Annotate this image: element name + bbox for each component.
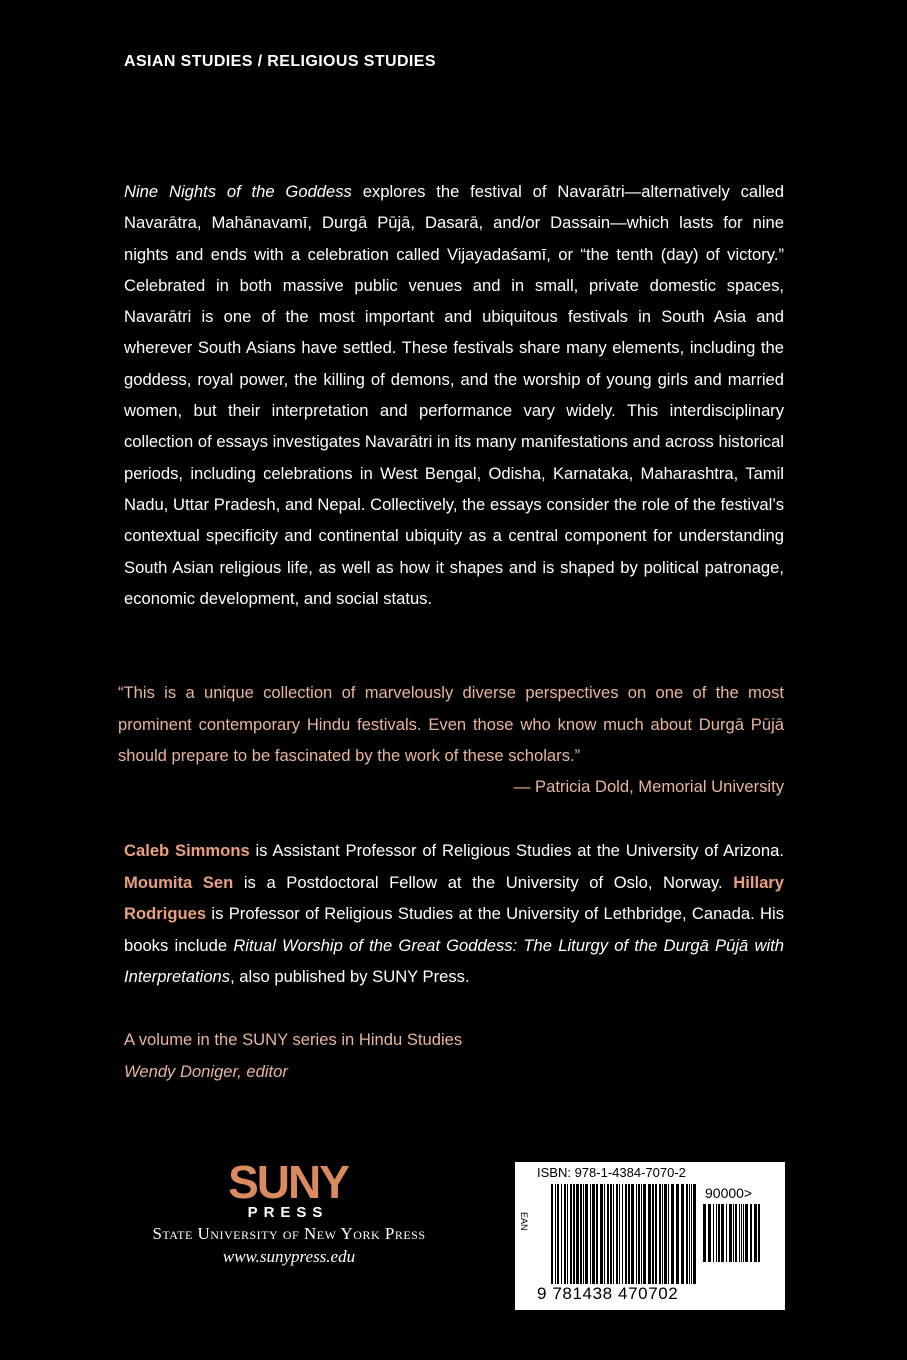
barcode-bar xyxy=(735,1204,737,1262)
barcode-bar xyxy=(625,1184,627,1284)
barcode-bar xyxy=(733,1204,734,1262)
barcode-bar xyxy=(726,1204,727,1262)
barcode-bar xyxy=(638,1184,640,1284)
barcode-bar xyxy=(664,1184,667,1284)
barcode-bar xyxy=(583,1184,584,1284)
addon-barcode xyxy=(703,1204,763,1262)
barcode-bar xyxy=(596,1184,598,1284)
book-title: Nine Nights of the Goddess xyxy=(124,182,352,201)
barcode-bar xyxy=(643,1184,646,1284)
barcode-bar xyxy=(662,1184,663,1284)
category-label: ASIAN STUDIES / RELIGIOUS STUDIES xyxy=(124,53,436,70)
review-quote: “This is a unique collection of marvelously diverse perspectives on one of the most prominent contemporary Hindu festivals. Even those who know much about Durgā Pūjā should prepare to be fascinated by the work of these scholars.” xyxy=(118,683,784,765)
barcode-bar xyxy=(652,1184,654,1284)
barcode-bar xyxy=(616,1184,618,1284)
publisher-url: www.sunypress.edu xyxy=(222,1247,356,1266)
ean-label: EAN xyxy=(519,1212,529,1231)
barcode-bar xyxy=(573,1184,575,1284)
barcode-bar xyxy=(557,1184,559,1284)
bio-text-closing: , also published by SUNY Press. xyxy=(230,967,470,986)
barcode-bar xyxy=(668,1184,669,1284)
ean-barcode xyxy=(551,1184,697,1284)
barcode-bar xyxy=(713,1204,714,1262)
barcode-bar xyxy=(613,1184,614,1284)
barcode-bar xyxy=(655,1184,657,1284)
barcode-bar xyxy=(754,1204,757,1262)
barcode-bar xyxy=(561,1184,562,1284)
barcode-bar xyxy=(689,1184,690,1284)
logo-suny-text: SUNY xyxy=(228,1156,348,1208)
barcode-bar xyxy=(619,1184,620,1284)
bio-text-rodrigues: is Professor of Religious Studies at the University of Lethbridge, Canada. His books include xyxy=(124,904,784,955)
barcode-bar xyxy=(750,1204,752,1262)
barcode-bar xyxy=(741,1204,742,1262)
publisher-name: State University of New York Press xyxy=(152,1224,426,1243)
barcode-bar xyxy=(564,1184,566,1284)
barcode-bar xyxy=(681,1184,684,1284)
related-book-title: Ritual Worship of the Great Goddess: The Liturgy of the Durgā Pūjā with Interpretations xyxy=(124,935,784,986)
barcode-bar xyxy=(628,1184,630,1284)
barcode-bar xyxy=(708,1204,711,1262)
barcode-bar xyxy=(739,1204,740,1262)
barcode-bar xyxy=(580,1184,582,1284)
barcode-bar xyxy=(671,1184,674,1284)
barcode-bar xyxy=(758,1204,760,1262)
barcode-digits: 9 781438 470702 xyxy=(537,1284,679,1303)
logo-press-text: PRESS xyxy=(247,1204,329,1221)
barcode-bar xyxy=(567,1184,568,1284)
editor-name-simmons: Caleb Simmons xyxy=(124,841,250,860)
barcode-bar xyxy=(636,1184,637,1284)
bio-text-sen: is a Postdoctoral Fellow at the University of Oslo, Norway. xyxy=(233,872,734,892)
barcode-bar xyxy=(641,1184,642,1284)
barcode-bar xyxy=(592,1184,595,1284)
barcode-bar xyxy=(729,1204,732,1262)
price-code: 90000> xyxy=(705,1185,753,1201)
editor-name-rodrigues: Hillary Rodrigues xyxy=(124,872,784,923)
barcode-box xyxy=(515,1162,785,1310)
barcode-bar xyxy=(604,1184,605,1284)
bio-text-simmons: is Assistant Professor of Religious Studies at the University of Arizona. xyxy=(249,841,784,860)
barcode-bar xyxy=(676,1184,679,1284)
barcode-bar xyxy=(576,1184,579,1284)
barcode-bar xyxy=(648,1184,651,1284)
barcode-bar xyxy=(600,1184,603,1284)
barcode-bar xyxy=(570,1184,572,1284)
description-text: explores the festival of Navarātri—alternatively called Navarātra, Mahānavamī, Durgā Pūjā, Dasarā, and/or Dassain—which lasts for nine nights and ends with a celebration called Vijayadaśamī, or “the tenth (day) of victory.” Celebrated in both massive public venues and in small, private domestic spaces, Navarātri is one of the most important and ubiquitous festivals in South Asia and wherever South Asians have settled. These festivals share many elements, including the goddess, royal power, the killing of demons, and the worship of young girls and married women, but their interpretation and performance vary widely. This interdisciplinary collection of essays investigates Navarātri in its many manifestations and across historical periods, including celebrations in West Bengal, Odisha, Karnataka, Maharashtra, Tamil Nadu, Uttar Pradesh, and Nepal. Collectively, the essays consider the role of the festival’s contextual specificity and continental ubiquity as a central component for understanding South Asian religious life, as well as how it shapes and is shaped by political patronage, economic development, and social status. xyxy=(124,182,784,608)
barcode-bar xyxy=(691,1184,692,1284)
barcode-bar xyxy=(607,1184,609,1284)
barcode-bar xyxy=(745,1204,748,1262)
review-attribution: — Patricia Dold, Memorial University xyxy=(513,777,784,796)
editors-bio xyxy=(124,835,784,993)
series-info xyxy=(124,1024,462,1087)
suny-press-logo xyxy=(222,1156,354,1221)
barcode-bar xyxy=(585,1184,588,1284)
barcode-bar xyxy=(703,1204,706,1262)
barcode-bar xyxy=(718,1204,720,1262)
barcode-bar xyxy=(716,1204,717,1262)
barcode-bar xyxy=(743,1204,744,1262)
series-line: A volume in the SUNY series in Hindu Studies xyxy=(124,1030,463,1049)
editor-name-sen: Moumita Sen xyxy=(124,872,234,892)
barcode-bar xyxy=(693,1184,696,1284)
barcode-bar xyxy=(659,1184,661,1284)
barcode-bar xyxy=(551,1184,553,1284)
barcode-bar xyxy=(686,1184,688,1284)
barcode-bar xyxy=(555,1184,556,1284)
isbn-label: ISBN: 978-1-4384-7070-2 xyxy=(537,1165,686,1180)
book-description xyxy=(124,176,784,614)
barcode-bar xyxy=(631,1184,634,1284)
barcode-bar xyxy=(610,1184,612,1284)
barcode-bar xyxy=(622,1184,623,1284)
barcode-bar xyxy=(590,1184,591,1284)
series-editor: Wendy Doniger, editor xyxy=(124,1061,288,1081)
barcode-bar xyxy=(721,1204,724,1262)
